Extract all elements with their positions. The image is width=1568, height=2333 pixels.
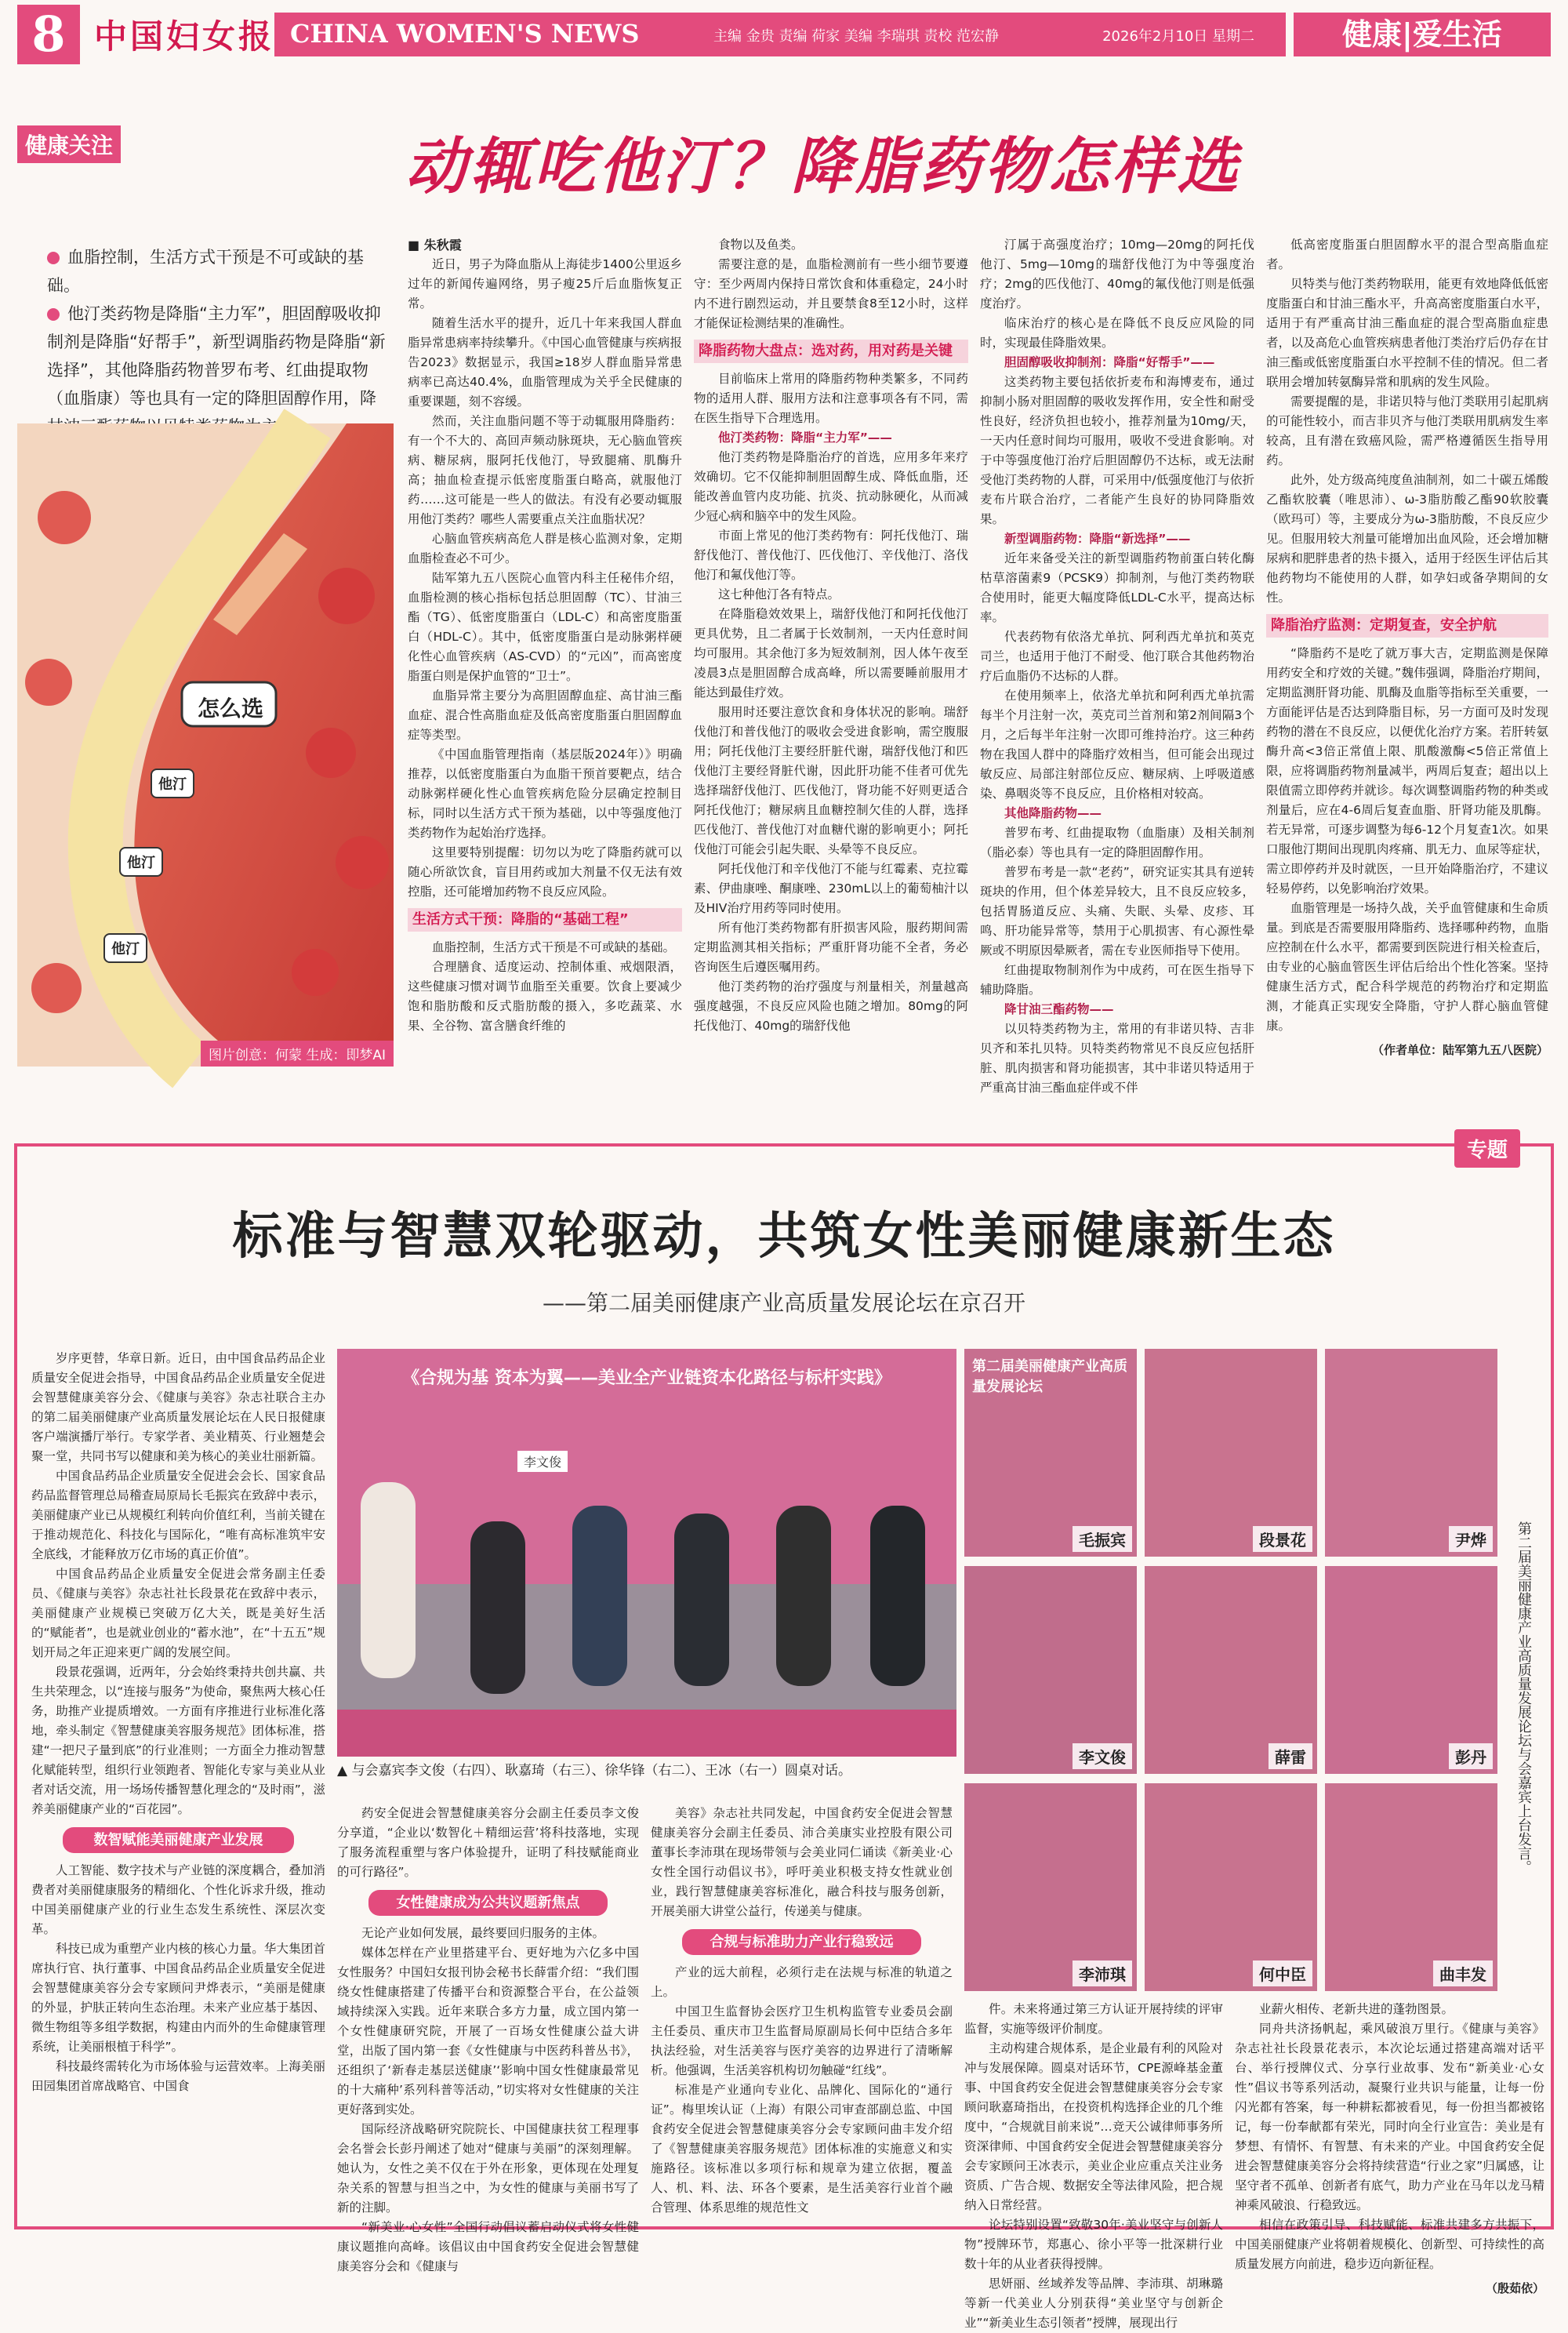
- portrait-name: 毛振宾: [1073, 1526, 1132, 1552]
- story1-column-3: 汀属于高强度治疗；10mg—20mg的阿托伐他汀、5mg—10mg的瑞舒伐他汀为中等强度治疗；2mg的匹伐他汀、40mg的氟伐他汀则是低强度治疗。 临床治疗的核心是在降低不良反应风险的同时，实现最佳降脂效果。 胆固醇吸收抑制剂：降脂“好帮手”—— 这类药物主要包括依折麦布和海博麦布，通过抑制小肠对胆固醇的吸收发挥作用，安全性和耐受性良好，经济负担也较小，推荐剂量为10mg/天，一天内任意时间均可服用，吸收不受进食影响。对于中等强度他汀治疗后胆固醇仍不达标，或无法耐受他汀类药物的人群，可采用中/低强度他汀与依折麦布片联合治疗，二者能产生良好的协同降脂效果。 新型调脂药物：降脂“新选择”—— 近年来备受关注的新型调脂药物前蛋白转化酶枯草溶菌素9（PCSK9）抑制剂，与他汀类药物联合使用时，能更大幅度降低LDL-C水平，提高达标率。 代表药物有依洛尤单抗、阿利西尤单抗和英克司兰，也适用于他汀不耐受、他汀联合其他药物治疗后血脂仍不达标的人群。 在使用频率上，依洛尤单抗和阿利西尤单抗需每半个月注射一次，英克司兰首剂和第2剂间隔3个月，之后每半年注射一次即可维持治疗。这三种药物在我国人群中的降脂疗效相当，但可能会出现过敏反应、局部注射部位反应、糖尿病、上呼吸道感染、鼻咽炎等不良反应，且价格相对较高。 其他降脂药物—— 普罗布考、红曲提取物（血脂康）及相关制剂（脂必泰）等也具有一定的降胆固醇作用。 普罗布考是一款“老药”，研究证实其具有逆转斑块的作用，但个体差异较大，且不良反应较多，包括胃肠道反应、头痛、失眠、头晕、皮疹、耳鸣、肝功能异常等，禁用于心肌损害、有心源性晕厥或不明原因晕厥者，需在专业医师指导下使用。 红曲提取物制剂作为中成药，可在医生指导下辅助降脂。 降甘油三酯药物—— 以贝特类药物为主，常用的有非诺贝特、吉非贝齐和苯扎贝特。贝特类药物常见不良反应包括肝脏、肌肉损害和肾功能损害，其中非诺贝特适用于严重高甘油三酯血症伴或不伴: [980, 238, 1254, 1095]
- portrait-name: 何中臣: [1253, 1961, 1312, 1986]
- portrait: [1325, 1566, 1497, 1774]
- portrait-grid: [964, 1349, 1497, 1992]
- author-unit: （作者单位：陆军第九五八医院）: [1371, 1043, 1548, 1057]
- summary-bullet: 他汀类药物是降脂“主力军”，胆固醇吸收抑制剂是降脂“好帮手”，新型调脂药物是降脂“新选择”，其他降脂药物普罗布考、红曲提取物（血脂康）等也具有一定的降胆固醇作用，降: [47, 304, 386, 408]
- issue-date: 2026年2月10日 星期二: [1102, 28, 1254, 45]
- portrait: [964, 1783, 1137, 1991]
- column-tag: 健康关注: [17, 125, 121, 163]
- summary-bullet: 血脂控制，生活方式干预是不可或缺的基础。: [47, 248, 364, 295]
- masthead: [0, 0, 1568, 67]
- subhead-monitor: 降脂治疗监测：定期复查，安全护航: [1266, 614, 1548, 638]
- illustration: [17, 423, 394, 1067]
- story1-column-1: ■ 朱秋霞 近日，男子为降血脂从上海徒步1400公里返乡过年的新闻传遍网络，男子瘦25斤后血脂恢复正常。 随着生活水平的提升，近几十年来我国人群血脂异常患病率持续攀升。《中国心血管健康与疾病报告2023》数据显示，我国≥18岁人群血脂异常患病率已高达40.4%，血脂管理成为关乎全民健康的重要课题，刻不容缓。 然而，关注血脂问题不等于动辄服用降脂药：有一个不大的、高回声频动脉斑块，无心脑血管疾病、糖尿病，服阿托伐他汀，导致腿痛、肌酶升高；抽血检查提示低密度脂蛋白略高，就服他汀药……这可能是一些人的做法。有没有必要动辄服用他汀类药？哪些人需要重点关注血脂状况？ 心脑血管疾病高危人群是核心监测对象，定期血脂检查必不可少。 陆军第九五八医院心血管内科主任秘伟介绍，血脂检测的核心指标包括总胆固醇（TC）、甘油三酯（TG）、低密度脂蛋白（LDL-C）和高密度脂蛋白（HDL-C）。其中，低密度脂蛋白是动脉粥样硬化性心血管疾病（AS-CVD）的“元凶”，而高密度脂蛋白则是保护血管的“卫士”。 血脂异常主要分为高胆固醇血症、高甘油三酯血症、混合性高脂血症及低高密度脂蛋白胆固醇血症等类型。 《中国血脂管理指南（基层版2024年）》明确推荐，以低密度脂蛋白为血脂干预首要靶点，结合动脉粥样硬化性心血管疾病危险分层确定控制目标，同时以生活方式干预为基础，以中等强度他汀类药物作为起始治疗选择。 这里要特别提醒：切勿以为吃了降脂药就可以随心所欲饮食，盲目用药或加大剂量不仅无法有效控脂，还可能增加药物不良反应风险。 生活方式干预：降脂的“基础工程” 血脂控制，生活方式干预是不可或缺的基础。 合理膳食、适度运动、控制体重、戒烟限酒，这些健康习惯对调节血脂至关重要。饮食上要减少饱和脂肪酸和反式脂肪酸的摄入，多吃蔬菜、水果、全谷物、富含膳食纤维的: [408, 235, 682, 1067]
- story2-subhead: ——第二届美丽健康产业高质量发展论坛在京召开: [542, 1290, 1025, 1316]
- portrait: [1325, 1783, 1497, 1991]
- portrait: [1145, 1783, 1317, 1991]
- portrait-name: 薛雷: [1269, 1743, 1312, 1769]
- masthead-band: [274, 13, 1286, 56]
- main-photo-caption: ▲ 与会嘉宾李文俊（右四）、耿嘉琦（右三）、徐华锋（右二）、王冰（右一）圆桌对话。: [337, 1763, 851, 1779]
- subhead-public: 女性健康成为公共议题新焦点: [368, 1890, 608, 1916]
- page-number: 8: [17, 5, 80, 64]
- story1-column-4: 低高密度脂蛋白胆固醇水平的混合型高脂血症者。 贝特类与他汀类药物联用，能更有效地降低低密度脂蛋白和甘油三酯水平，升高高密度脂蛋白水平，适用于有严重高甘油三酯血症的混合型高脂血症患者，以及高危心血管疾病患者他汀类治疗后仍存在甘油三酯或低密度脂蛋白水平控制不佳的情况。但二者联用会增加转氨酶异常和肌病的发生风险。 需要提醒的是，非诺贝特与他汀类联用引起肌病的可能性较小，而吉非贝齐与他汀类联用肌病发生率较高，且有潜在致癌风险，需严格遵循医生指导用药。 此外，处方级高纯度鱼油制剂，如二十碳五烯酸乙酯软胶囊（唯思沛）、ω-3脂肪酸乙酯90软胶囊（欧玛可）等，主要成分为ω-3脂肪酸，不良反应少见。但服用较大剂量可能增加出血风险，还会增加糖尿病和肥胖患者的热卡摄入，适用于经医生评估后其他药物均不能使用的人群，如孕妇或备孕期间的女性。 降脂治疗监测：定期复查，安全护航 “降脂药不是吃了就万事大吉，定期监测是保障用药安全和疗效的关键。”魏伟强调，降脂治疗期间，定期监测肝肾功能、肌酶及血脂等指标至关重要，一方面能评估是否达到降脂目标，另一方面可及时发现药物的潜在不良反应，以便优化治疗方案。若肝转氨酶升高<3倍正常值上限、肌酸激酶<5倍正常值上限，应将调脂药物剂量减半，两周后复查；超出以上限值需立即停药并就诊。每次调整调脂药物的种类或剂量后，应在4-6周后复查血脂、肝肾功能及肌酶。若无异常，可逐步调整为每6-12个月复查1次。如果口服他汀期间出现肌肉疼痛、肌无力、血尿等症状，需立即停药并及时就医，一旦开始降脂治疗，不建议轻易停药，以免影响治疗效果。 血脂管理是一场持久战，关乎血管健康和生命质量。到底是否需要服用降脂药、选择哪种药物，血脂应控制在什么水平，都需要到医院进行相关检查后，由专业的心脑血管医生评估后给出个性化答案。坚持健康生活方式，配合科学规范的药物治疗和定期监测，才能真正实现安全降脂，守护人群心脑血管健康。 （作者单位：陆军第九五八医院）: [1266, 235, 1548, 1067]
- artery-illustration: [17, 423, 394, 1067]
- subhead-drugs: 降脂药物大盘点：选对药，用对药是关键: [694, 340, 968, 363]
- story2-column-2: 药安全促进会智慧健康美容分会副主任委员李文俊分享道，“企业以‘数智化＋精细运营’将科技落地，实现了服务流程重塑与客户体验提升，证明了科技赋能商业的可行路径”。 女性健康成为公共议题新焦点 无论产业如何发展，最终要回归服务的主体。 媒体怎样在产业里搭建平台、更好地为六亿多中国女性服务？中国妇女报刊协会秘书长薛雷介绍：“我们围绕女性健康搭建了传播平台和资源整合平台，在公益领域持续深入实践。近年来联合多方力量，成立国内第一个女性健康研究院，开展了一百场女性健康公益大讲堂，出版了国内第一套《女性健康与中医药科普丛书》，还组织了‘新春走基层送健康’‘影响中国女性健康最常见的十大痛种’系列科普等活动，”切实将对女性健康的关注更好落到实处。 国际经济战略研究院院长、中国健康扶贫工程理事会名誉会长彭丹阐述了她对“健康与美丽”的深刻理解。她认为，女性之美不仅在于外在形象，更体现在处理复杂关系的智慧与担当之中，为女性的健康与美丽书写了新的注脚。 “新美业·心女性”全国行动倡议蓄启动仪式将女性健康议题推向高峰。该倡议由中国食药安全促进会智慧健康美容分会和《健康与: [337, 1806, 639, 2273]
- story1-column-2: 食物以及鱼类。 需要注意的是，血脂检测前有一些小细节要遵守：至少两周内保持日常饮食和体重稳定，24小时内不进行剧烈运动，并且要禁食8至12小时，这样才能保证检测结果的准确性。 降脂药物大盘点：选对药，用对药是关键 目前临床上常用的降脂药物种类繁多，不同药物的适用人群、服用方法和注意事项各有不同，需在医生指导下合理选用。 他汀类药物：降脂“主力军”—— 他汀类药物是降脂治疗的首选，应用多年来疗效确切。它不仅能抑制胆固醇生成、降低血脂，还能改善血管内皮功能、抗炎、抗动脉硬化，从而减少冠心病和脑卒中的发生风险。 市面上常见的他汀类药物有：阿托伐他汀、瑞舒伐他汀、普伐他汀、匹伐他汀、辛伐他汀、洛伐他汀和氟伐他汀等。 这七种他汀各有特点。 在降脂稳效效果上，瑞舒伐他汀和阿托伐他汀更具优势，且二者属于长效制剂，一天内任意时间均可服用。其余他汀多为短效制剂，因人体午夜至凌晨3点是胆固醇合成高峰，所以需要睡前服用才能达到最佳疗效。 服用时还要注意饮食和身体状况的影响。瑞舒伐他汀和普伐他汀的吸收会受进食影响，需空腹服用；阿托伐他汀主要经肝脏代谢，瑞舒伐他汀和匹伐他汀主要经肾脏代谢，因此肝功能不佳者可优先选择瑞舒伐他汀、匹伐他汀，肾功能不好则更适合阿托伐他汀；糖尿病且血糖控制欠佳的人群，选择匹伐他汀、普伐他汀对血糖代谢的影响更小；阿托伐他汀可能会引起失眠、头晕等不良反应。 阿托伐他汀和辛伐他汀不能与红霉素、克拉霉素、伊曲康唑、酮康唑、230mL以上的葡萄柚汁以及HIV治疗用药等同时使用。 所有他汀类药物都有肝损害风险，服药期间需定期监测其相关指标；严重肝肾功能不全者，务必咨询医生后遵医嘱用药。 他汀类药物的治疗强度与剂量相关，剂量越高强度越强，不良反应风险也随之增加。80mg的阿托伐他汀、40mg的瑞舒伐他: [694, 238, 968, 1033]
- nameplate: 李文俊: [517, 1451, 568, 1472]
- portrait: [1145, 1566, 1317, 1774]
- feature-tag: 专题: [1454, 1129, 1520, 1168]
- section-title: 健康|爱生活: [1294, 13, 1551, 56]
- author: ■ 朱秋霞: [408, 238, 462, 253]
- story2-headline: 标准与智慧双轮驱动，共筑女性美丽健康新生态: [232, 1207, 1336, 1266]
- bubble-text: 怎么选: [198, 696, 264, 721]
- subhead-standard: 合规与标准助力产业行稳致远: [682, 1929, 921, 1955]
- subhead-digital: 数智赋能美丽健康产业发展: [63, 1827, 294, 1853]
- pill-bottle: 他汀: [151, 769, 194, 798]
- portrait: [964, 1566, 1137, 1774]
- editor-credits: 主编 金贵 责编 荷家 美编 李瑞琪 责校 范宏静: [713, 28, 1000, 45]
- portrait: 第二届美丽健康产业高质量发展论坛 毛振宾: [964, 1349, 1137, 1557]
- portrait-name: 李文俊: [1073, 1743, 1132, 1769]
- story1-headline: 动辄吃他汀？降脂药物怎样选: [405, 131, 1241, 202]
- paper-name: 中国妇女报: [94, 17, 275, 56]
- forum-stage-photo: [337, 1349, 956, 1757]
- portrait-name: 段景花: [1253, 1526, 1312, 1552]
- english-name: CHINA WOMEN'S NEWS: [290, 19, 640, 49]
- portrait-name: 李沛琪: [1073, 1961, 1132, 1986]
- story2-column-4: 件。未来将通过第三方认证开展持续的评审监督，实施等级评价制度。 主动构建合规体系，是企业最有利的风险对冲与发展保障。圆桌对话环节，CPE源峰基金董事、中国食药安全促进会智慧健康美容分会专家顾问耿嘉琦指出，在投资机构选择企业的几个维度中，“合规就目前来说”…竞天公诚律师事务所资深律师、中国食药安全促进会智慧健康美容分会专家顾问王冰表示，美业企业应重点关注业务资质、广告合规、数据安全等法律风险，把合规纳入日常经营。 论坛特别设置“致敬30年·美业坚守与创新人物”授牌环节，郑惠心、徐小平等一批深耕行业数十年的从业者获得授牌。 思妍丽、丝域养发等品牌、李沛琪、胡琳璐等新一代美业人分别获得“美业坚守与创新企业”“新美业生态引领者”授牌，展现出行: [964, 2002, 1223, 2330]
- portrait: [1145, 1349, 1317, 1557]
- stage-photo-graphic: [337, 1349, 956, 1757]
- portrait-name: 尹烨: [1449, 1526, 1493, 1552]
- portrait-name: 彭丹: [1449, 1743, 1493, 1769]
- illustration-credit: 图片创意：何蒙 生成：即梦AI: [201, 1041, 394, 1067]
- stage-banner: 《合规为基 资本为翼——美业全产业链资本化路径与标杆实践》: [402, 1368, 891, 1388]
- story2-column-5: 业薪火相传、老新共进的蓬勃图景。 同舟共济扬帆起，乘风破浪万里行。《健康与美容》杂志社社长段景花表示，本次论坛通过搭建高端对话平台、举行授牌仪式、分享行业故事、发布“新美业·心女性”倡议书等系列活动，凝聚行业共识与能量，让每一份闪光都有答案，每一种耕耘都被看见，每一份担当都被铭记，每一份奉献都有荣光，同时向全行业宣告：美业是有梦想、有情怀、有智慧、有未来的产业。中国食药安全促进会智慧健康美容分会将持续营造“行业之家”归属感，让坚守者不孤单、创新者有底气，助力产业在马年以龙马精神乘风破浪、行稳致远。 相信在政策引导、科技赋能、标准共建多方共振下，中国美丽健康产业将朝着规模化、创新型、可持续性的高质量发展方向前进，稳步迈向新征程。 （殷茹依）: [1235, 2000, 1544, 2227]
- story2-column-1: 岁序更替，华章日新。近日，由中国食品药品企业质量安全促进会指导，中国食品药品企业质量安全促进会智慧健康美容分会、《健康与美容》杂志社联合主办的第二届美丽健康产业高质量发展论坛在人民日报健康客户端演播厅举行。专家学者、美业精英、行业翘楚会聚一堂，共同书写以健康和美为核心的美业壮丽新篇。 中国食品药品企业质量安全促进会会长、国家食品药品监督管理总局稽查局原局长毛振宾在致辞中表示，美丽健康产业已从规模红利转向价值红利，当前关键在于推动规范化、科技化与国际化，“唯有高标准筑牢安全底线，才能释放万亿市场的真正价值”。 中国食品药品企业质量安全促进会常务副主任委员、《健康与美容》杂志社社长段景花在致辞中表示，美丽健康产业规模已突破万亿大关，既是美好生活的“赋能者”，也是就业创业的“蓄水池”，在“十五五”规划开局之年正迎来更广阔的发展空间。 段景花强调，近两年，分会始终秉持共创共赢、共生共荣理念，以“连接与服务”为使命，聚焦两大核心任务，助推产业提质增效。一方面有序推进行业标准化落地，牵头制定《智慧健康美容服务规范》团体标准，搭建“一把尺子量到底”的行业准则；一方面全力推动智慧化赋能转型，组织行业领跑者、智能化专家与美业从业者对话交流，用一场场传播智慧化理念的“及时雨”，滋养美丽健康产业的“百花园”。 数智赋能美丽健康产业发展 人工智能、数字技术与产业链的深度耦合，叠加消费者对美丽健康服务的精细化、个性化诉求升级，推动中国美丽健康产业的行业生态发生系统性、深层次变革。 科技已成为重塑产业内核的核心力量。华大集团首席执行官、执行董事、中国食品药品企业质量安全促进会智慧健康美容分会专家顾问尹烨表示，“美丽是健康的外显，护肤正转向生态治理。未来产业应基于基因、微生物组等多组学数据，构建由内而外的生命健康管理系统，让美丽根植于科学”。 科技最终需转化为市场体验与运营效率。上海美丽田园集团首席战略官、中国食: [31, 1351, 325, 2093]
- pill-bottle: 他汀: [119, 847, 163, 877]
- portrait: [1325, 1349, 1497, 1557]
- subhead-lifestyle: 生活方式干预：降脂的“基础工程”: [408, 908, 682, 932]
- story1-summary: [47, 243, 392, 441]
- byline: （殷茹依）: [1485, 2281, 1544, 2295]
- portrait-caption: 第二届美丽健康产业高质量发展论坛与会嘉宾上台发言。: [1515, 1521, 1532, 1874]
- pill-bottle: 他汀: [103, 933, 147, 963]
- story2-column-3: 美容》杂志社共同发起，中国食药安全促进会智慧健康美容分会副主任委员、沛合美康实业控股有限公司董事长李沛琪在现场带领与会美业同仁诵读《新美业·心女性全国行动倡议书》，呼吁美业积极支持女性就业创业，践行智慧健康美容标准化，融合科技与服务创新，开展美丽大讲堂公益行，传递美与健康。 合规与标准助力产业行稳致远 产业的远大前程，必须行走在法规与标准的轨道之上。 中国卫生监督协会医疗卫生机构监管专业委员会副主任委员、重庆市卫生监督局原副局长何中臣结合多年执法经验，对生活美容与医疗美容的边界进行了清晰解析。他强调，生活美容机构切勿触碰“红线”。 标准是产业通向专业化、品牌化、国际化的“通行证”。梅里埃认证（上海）有限公司审查部副总监、中国食药安全促进会智慧健康美容分会专家顾问曲丰发介绍了《智慧健康美容服务规范》团体标准的实施意义和实施路径。该标准以多项行标和规章为建立依据，覆盖人、机、料、法、环各个要素，是生活美容行业首个融合管理、体系思维的规范性文: [651, 1806, 953, 2215]
- portrait-name: 曲丰发: [1433, 1961, 1493, 1986]
